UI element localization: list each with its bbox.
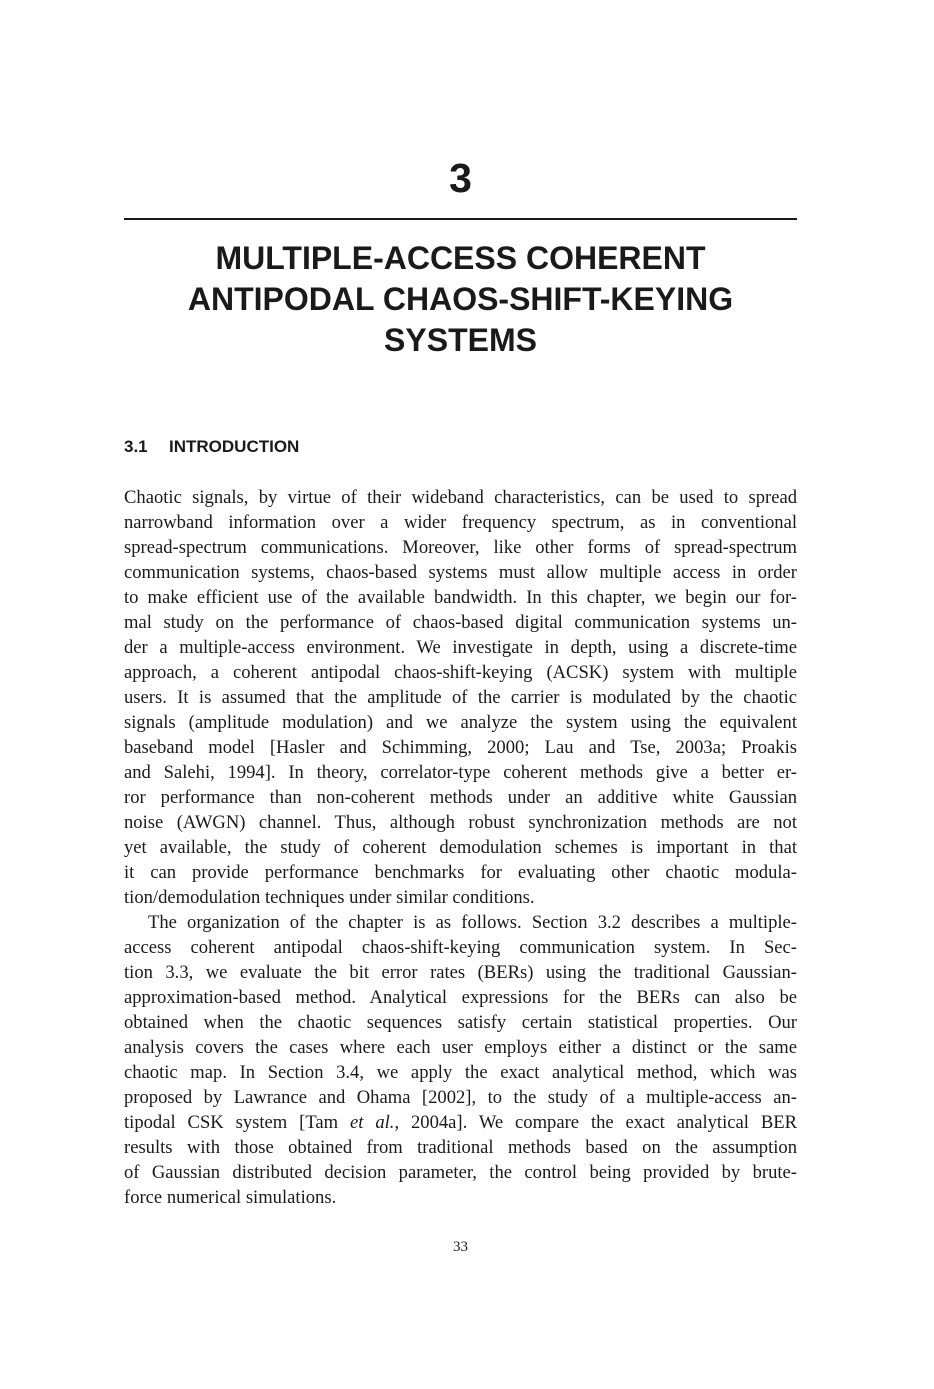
body-text: [124, 485, 797, 1210]
paragraph: [124, 485, 797, 910]
text-line: noise (AWGN) channel. Thus, although robust synchronization methods are not: [124, 812, 797, 833]
section-title: INTRODUCTION: [169, 437, 300, 456]
text-line: and Salehi, 1994]. In theory, correlator-type coherent methods give a better er-: [124, 762, 797, 783]
section-heading: [124, 436, 299, 458]
paragraph: [124, 910, 797, 1210]
chapter-title-line: MULTIPLE-ACCESS COHERENT: [215, 240, 706, 276]
chapter-number: 3: [449, 155, 472, 201]
page-number: 33: [453, 1239, 468, 1255]
text-line: mal study on the performance of chaos-based digital communication systems un-: [124, 612, 797, 633]
text-line: approximation-based method. Analytical expressions for the BERs can also be: [124, 987, 797, 1008]
text-line: force numerical simulations.: [124, 1187, 337, 1208]
chapter-title-line: ANTIPODAL CHAOS-SHIFT-KEYING: [187, 281, 734, 317]
chapter-title: [124, 238, 797, 361]
text-line: it can provide performance benchmarks for evaluating other chaotic modula-: [124, 862, 797, 883]
text-line: obtained when the chaotic sequences satisfy certain statistical properties. Our: [124, 1012, 797, 1033]
text-line: der a multiple-access environment. We investigate in depth, using a discrete-time: [124, 637, 797, 658]
text-line: spread-spectrum communications. Moreover, like other forms of spread-spectrum: [124, 537, 797, 558]
text-line: analysis covers the cases where each user employs either a distinct or the same: [124, 1037, 797, 1058]
text-line: access coherent antipodal chaos-shift-keying communication system. In Sec-: [124, 937, 797, 958]
text-line: signals (amplitude modulation) and we analyze the system using the equivalent: [124, 712, 797, 733]
text-line: tion 3.3, we evaluate the bit error rates (BERs) using the traditional Gaussian-: [124, 962, 797, 983]
text-line: of Gaussian distributed decision parameter, the control being provided by brute-: [124, 1162, 797, 1183]
text-line: approach, a coherent antipodal chaos-shift-keying (ACSK) system with multiple: [124, 662, 797, 683]
italic-citation: et al.: [350, 1112, 395, 1133]
text-line: Chaotic signals, by virtue of their wideband characteristics, can be used to spread: [124, 487, 797, 508]
chapter-rule: [124, 218, 797, 220]
text-line: The organization of the chapter is as follows. Section 3.2 describes a multiple-: [148, 912, 797, 933]
text-line: users. It is assumed that the amplitude of the carrier is modulated by the chaotic: [124, 687, 797, 708]
chapter-title-line: SYSTEMS: [384, 322, 537, 358]
text-line: yet available, the study of coherent demodulation schemes is important in that: [124, 837, 797, 858]
text-segment: tipodal CSK system [Tam: [124, 1112, 351, 1133]
section-number: 3.1: [124, 437, 148, 456]
text-segment: , 2004a]. We compare the exact analytical BER: [394, 1112, 797, 1133]
text-line: to make efficient use of the available bandwidth. In this chapter, we begin our for-: [124, 587, 797, 608]
text-line: baseband model [Hasler and Schimming, 2000; Lau and Tse, 2003a; Proakis: [124, 737, 797, 758]
text-line: narrowband information over a wider frequency spectrum, as in conventional: [124, 512, 797, 533]
text-line: ror performance than non-coherent methods under an additive white Gaussian: [124, 787, 797, 808]
text-line: communication systems, chaos-based systems must allow multiple access in order: [124, 562, 797, 583]
text-line: proposed by Lawrance and Ohama [2002], to the study of a multiple-access an-: [124, 1087, 797, 1108]
text-line: results with those obtained from traditional methods based on the assumption: [124, 1137, 797, 1158]
text-line: tion/demodulation techniques under similar conditions.: [124, 887, 535, 908]
text-line: chaotic map. In Section 3.4, we apply the exact analytical method, which was: [124, 1062, 797, 1083]
text-line: [124, 1110, 797, 1135]
